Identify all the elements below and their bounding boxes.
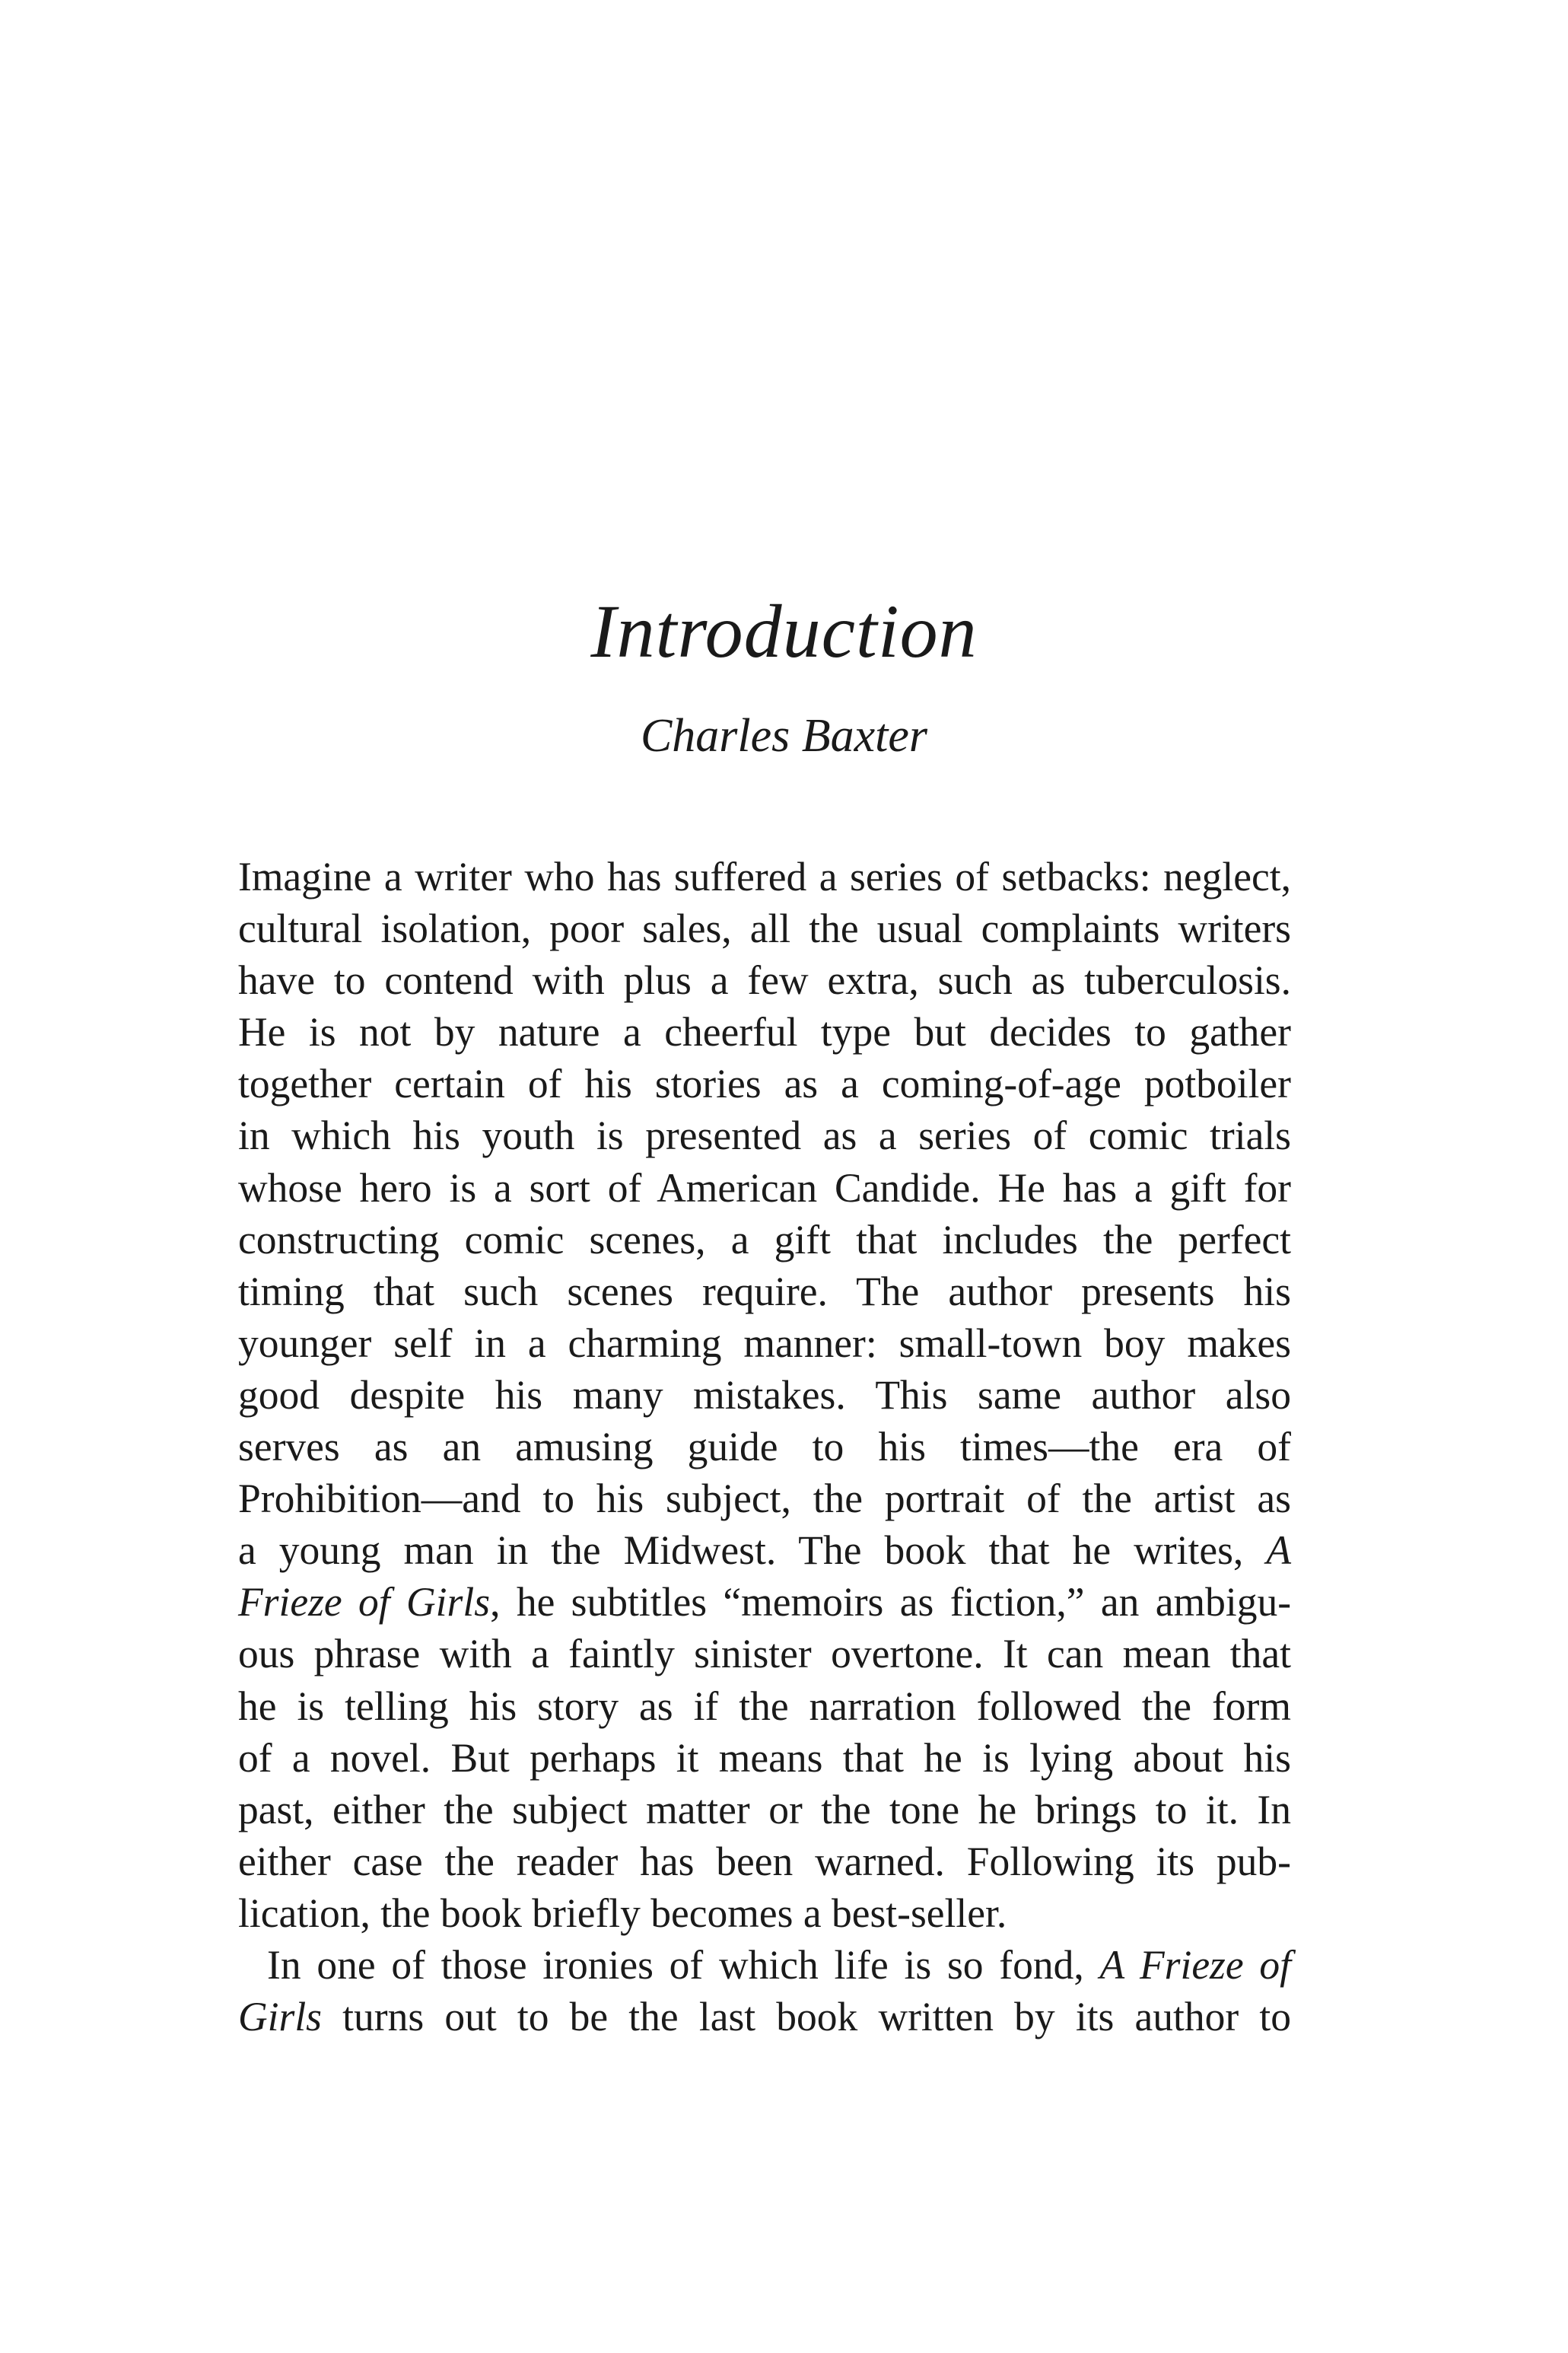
- text-line: he is telling his story as if the narration followed the form: [238, 1683, 1291, 1729]
- text-line: together certain of his stories as a coming-of-age potboiler: [238, 1061, 1291, 1107]
- text-line: Girls turns out to be the last book written by its author to: [238, 1994, 1291, 2040]
- text-line: lication, the book briefly becomes a best-seller.: [238, 1890, 1007, 1936]
- book-title-italic: Girls: [238, 1994, 323, 2040]
- text-line: good despite his many mistakes. This same author also: [238, 1371, 1291, 1418]
- text-line: in which his youth is presented as a series of comic trials: [238, 1113, 1291, 1159]
- text-line: a young man in the Midwest. The book that he writes, A: [238, 1527, 1291, 1574]
- book-title-italic: A Frieze of: [1099, 1941, 1291, 1988]
- text-line: serves as an amusing guide to his times—the era of: [238, 1424, 1291, 1470]
- text-line: In one of those ironies of which life is so fond, A Frieze of: [267, 1941, 1291, 1988]
- text-line: cultural isolation, poor sales, all the usual complaints writers: [238, 906, 1291, 952]
- chapter-author: Charles Baxter: [640, 710, 928, 762]
- text-line: either case the reader has been warned. Following its pub-: [238, 1838, 1291, 1884]
- text-line: past, either the subject matter or the tone he brings to it. In: [238, 1786, 1291, 1832]
- body-text: [238, 851, 1291, 2043]
- chapter-title: Introduction: [590, 589, 978, 673]
- text-line: younger self in a charming manner: small-town boy makes: [238, 1320, 1291, 1366]
- text-line: constructing comic scenes, a gift that includes the perfect: [238, 1216, 1291, 1262]
- text-line: ous phrase with a faintly sinister overtone. It can mean that: [238, 1631, 1291, 1677]
- book-title-italic: A: [1266, 1527, 1291, 1574]
- text-line: of a novel. But perhaps it means that he is lying about his: [238, 1734, 1291, 1781]
- text-line: Prohibition—and to his subject, the portrait of the artist as: [238, 1476, 1291, 1522]
- text-line: Frieze of Girls, he subtitles “memoirs as fiction,” an ambigu-: [238, 1579, 1292, 1625]
- text-line: Imagine a writer who has suffered a series of setbacks: neglect,: [238, 854, 1291, 899]
- text-line: He is not by nature a cheerful type but decides to gather: [238, 1009, 1291, 1056]
- text-line: whose hero is a sort of American Candide. He has a gift for: [238, 1164, 1291, 1211]
- text-line: have to contend with plus a few extra, such as tuberculosis.: [238, 957, 1291, 1004]
- text-line: timing that such scenes require. The author presents his: [238, 1268, 1291, 1314]
- book-title-italic: Frieze of Girls: [238, 1579, 491, 1625]
